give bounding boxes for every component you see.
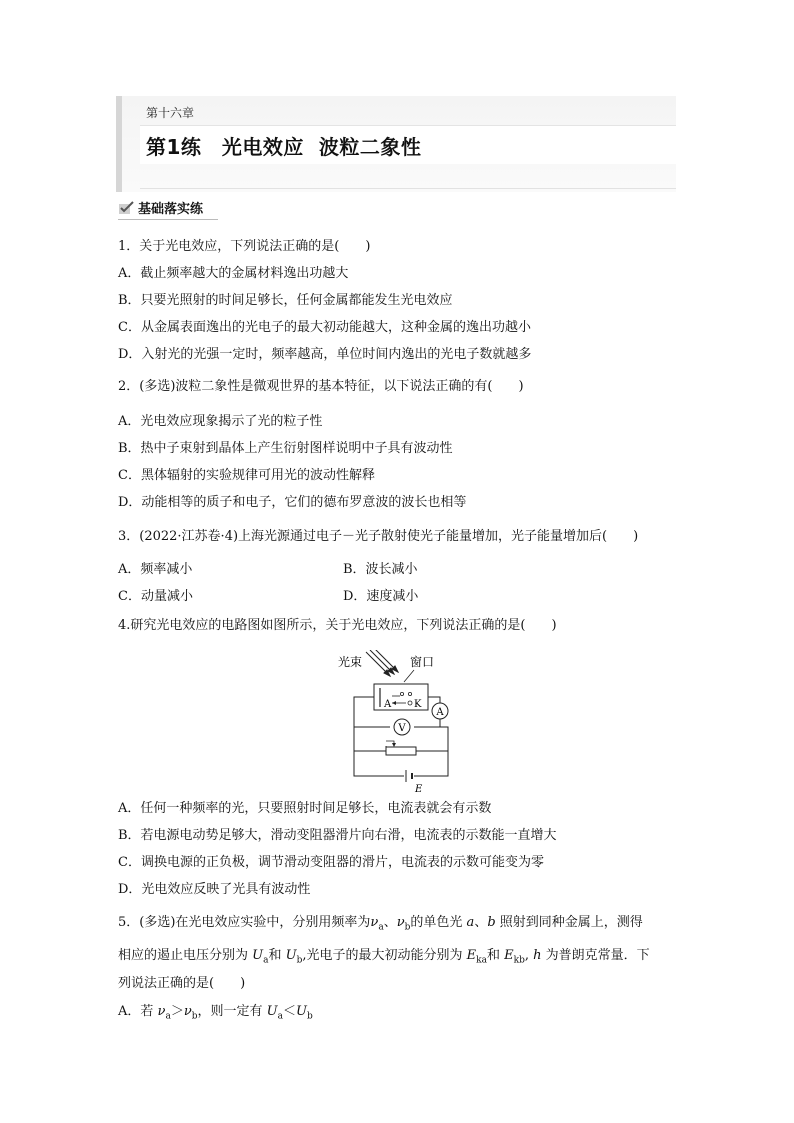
q1-stem: 1．关于光电效应，下列说法正确的是( ): [118, 239, 371, 254]
q4-option-d: D．光电效应反映了光具有波动性: [118, 882, 311, 897]
window-label: 窗口: [410, 655, 435, 669]
q1-option-d: D．入射光的光强一定时，频率越高，单位时间内逸出的光电子数就越多: [118, 347, 532, 362]
q3-option-c: C．动量减小: [118, 589, 193, 604]
cathode-label: K: [414, 699, 422, 710]
q1-option-a: A．截止频率越大的金属材料逸出功越大: [118, 266, 349, 281]
voltmeter-label: V: [398, 723, 406, 734]
q3-option-d: D．速度减小: [343, 589, 419, 604]
q2-stem: 2．(多选)波粒二象性是微观世界的基本特征，以下说法正确的有( ): [118, 379, 524, 394]
q5-option-a: A．若 $\nu_a>\nu_b$，则一定有 $U_a<U_b$: [118, 1004, 313, 1022]
tube-dot-1: [400, 692, 403, 695]
emf-label: E: [415, 784, 423, 795]
anode-label: A: [384, 699, 392, 710]
q1-option-b: B．只要光照射的时间足够长，任何金属都能发生光电效应: [118, 293, 453, 308]
q4-option-c: C．调换电源的正负极，调节滑动变阻器的滑片，电流表的示数可能变为零: [118, 855, 544, 870]
chapter-label: 第十六章: [146, 106, 195, 120]
section-heading: [118, 198, 203, 220]
section-underline: [118, 219, 218, 220]
q4-option-a: A．任何一种频率的光，只要照射时间足够长，电流表就会有示数: [118, 801, 492, 816]
q2-option-a: A．光电效应现象揭示了光的粒子性: [118, 414, 323, 429]
section-label: 基础落实练: [138, 202, 204, 217]
q1-option-c: C．从金属表面逸出的光电子的最大初动能越大，这种金属的逸出功越小: [118, 320, 531, 335]
q2-option-d: D．动能相等的质子和电子，它们的德布罗意波的波长也相等: [118, 495, 467, 510]
q4-stem: 4.研究光电效应的电路图如图所示，关于光电效应，下列说法正确的是( ): [118, 618, 557, 633]
rheostat: [386, 747, 416, 755]
q3-option-a: A．频率减小: [118, 562, 193, 577]
q2-option-c: C．黑体辐射的实验规律可用光的波动性解释: [118, 468, 375, 483]
light-beam-arrows: [366, 650, 398, 676]
cathode-dot: [408, 701, 412, 705]
header-divider: [140, 188, 676, 189]
q4-option-b: B．若电源电动势足够大，滑动变阻器滑片向右滑，电流表的示数能一直增大: [118, 828, 557, 843]
slider-arrowhead: [392, 743, 396, 747]
q5-stem-line-3: 列说法正确的是( ): [118, 976, 246, 991]
electron-arrowhead: [392, 701, 396, 705]
beam-label: 光束: [338, 655, 363, 669]
checkmark-icon: [118, 201, 134, 215]
circuit-diagram: [330, 650, 460, 795]
page-title: 第1练 光电效应 波粒二象性: [146, 135, 422, 159]
q5-stem-line-1: 5．(多选)在光电效应实验中，分别用频率为$\nu_a$、$\nu_b$的单色光 a、b 照射到同种金属上，测得: [118, 915, 643, 933]
q5-stem-line-2: 相应的遏止电压分别为 $U_a$和 $U_b$,光电子的最大初动能分别为 $E_{ka}$和 $E_{kb}$, h 为普朗克常量．下: [118, 948, 650, 966]
tube-dot-2: [408, 692, 411, 695]
q3-stem: 3．(2022·江苏卷·4)上海光源通过电子－光子散射使光子能量增加，光子能量增加后( ): [118, 529, 639, 544]
header-accent-bar: [116, 96, 122, 192]
q3-option-b: B．波长减小: [343, 562, 418, 577]
q2-option-b: B．热中子束射到晶体上产生衍射图样说明中子具有波动性: [118, 441, 453, 456]
ammeter-label: A: [436, 707, 444, 718]
window-pointer: [404, 670, 414, 682]
